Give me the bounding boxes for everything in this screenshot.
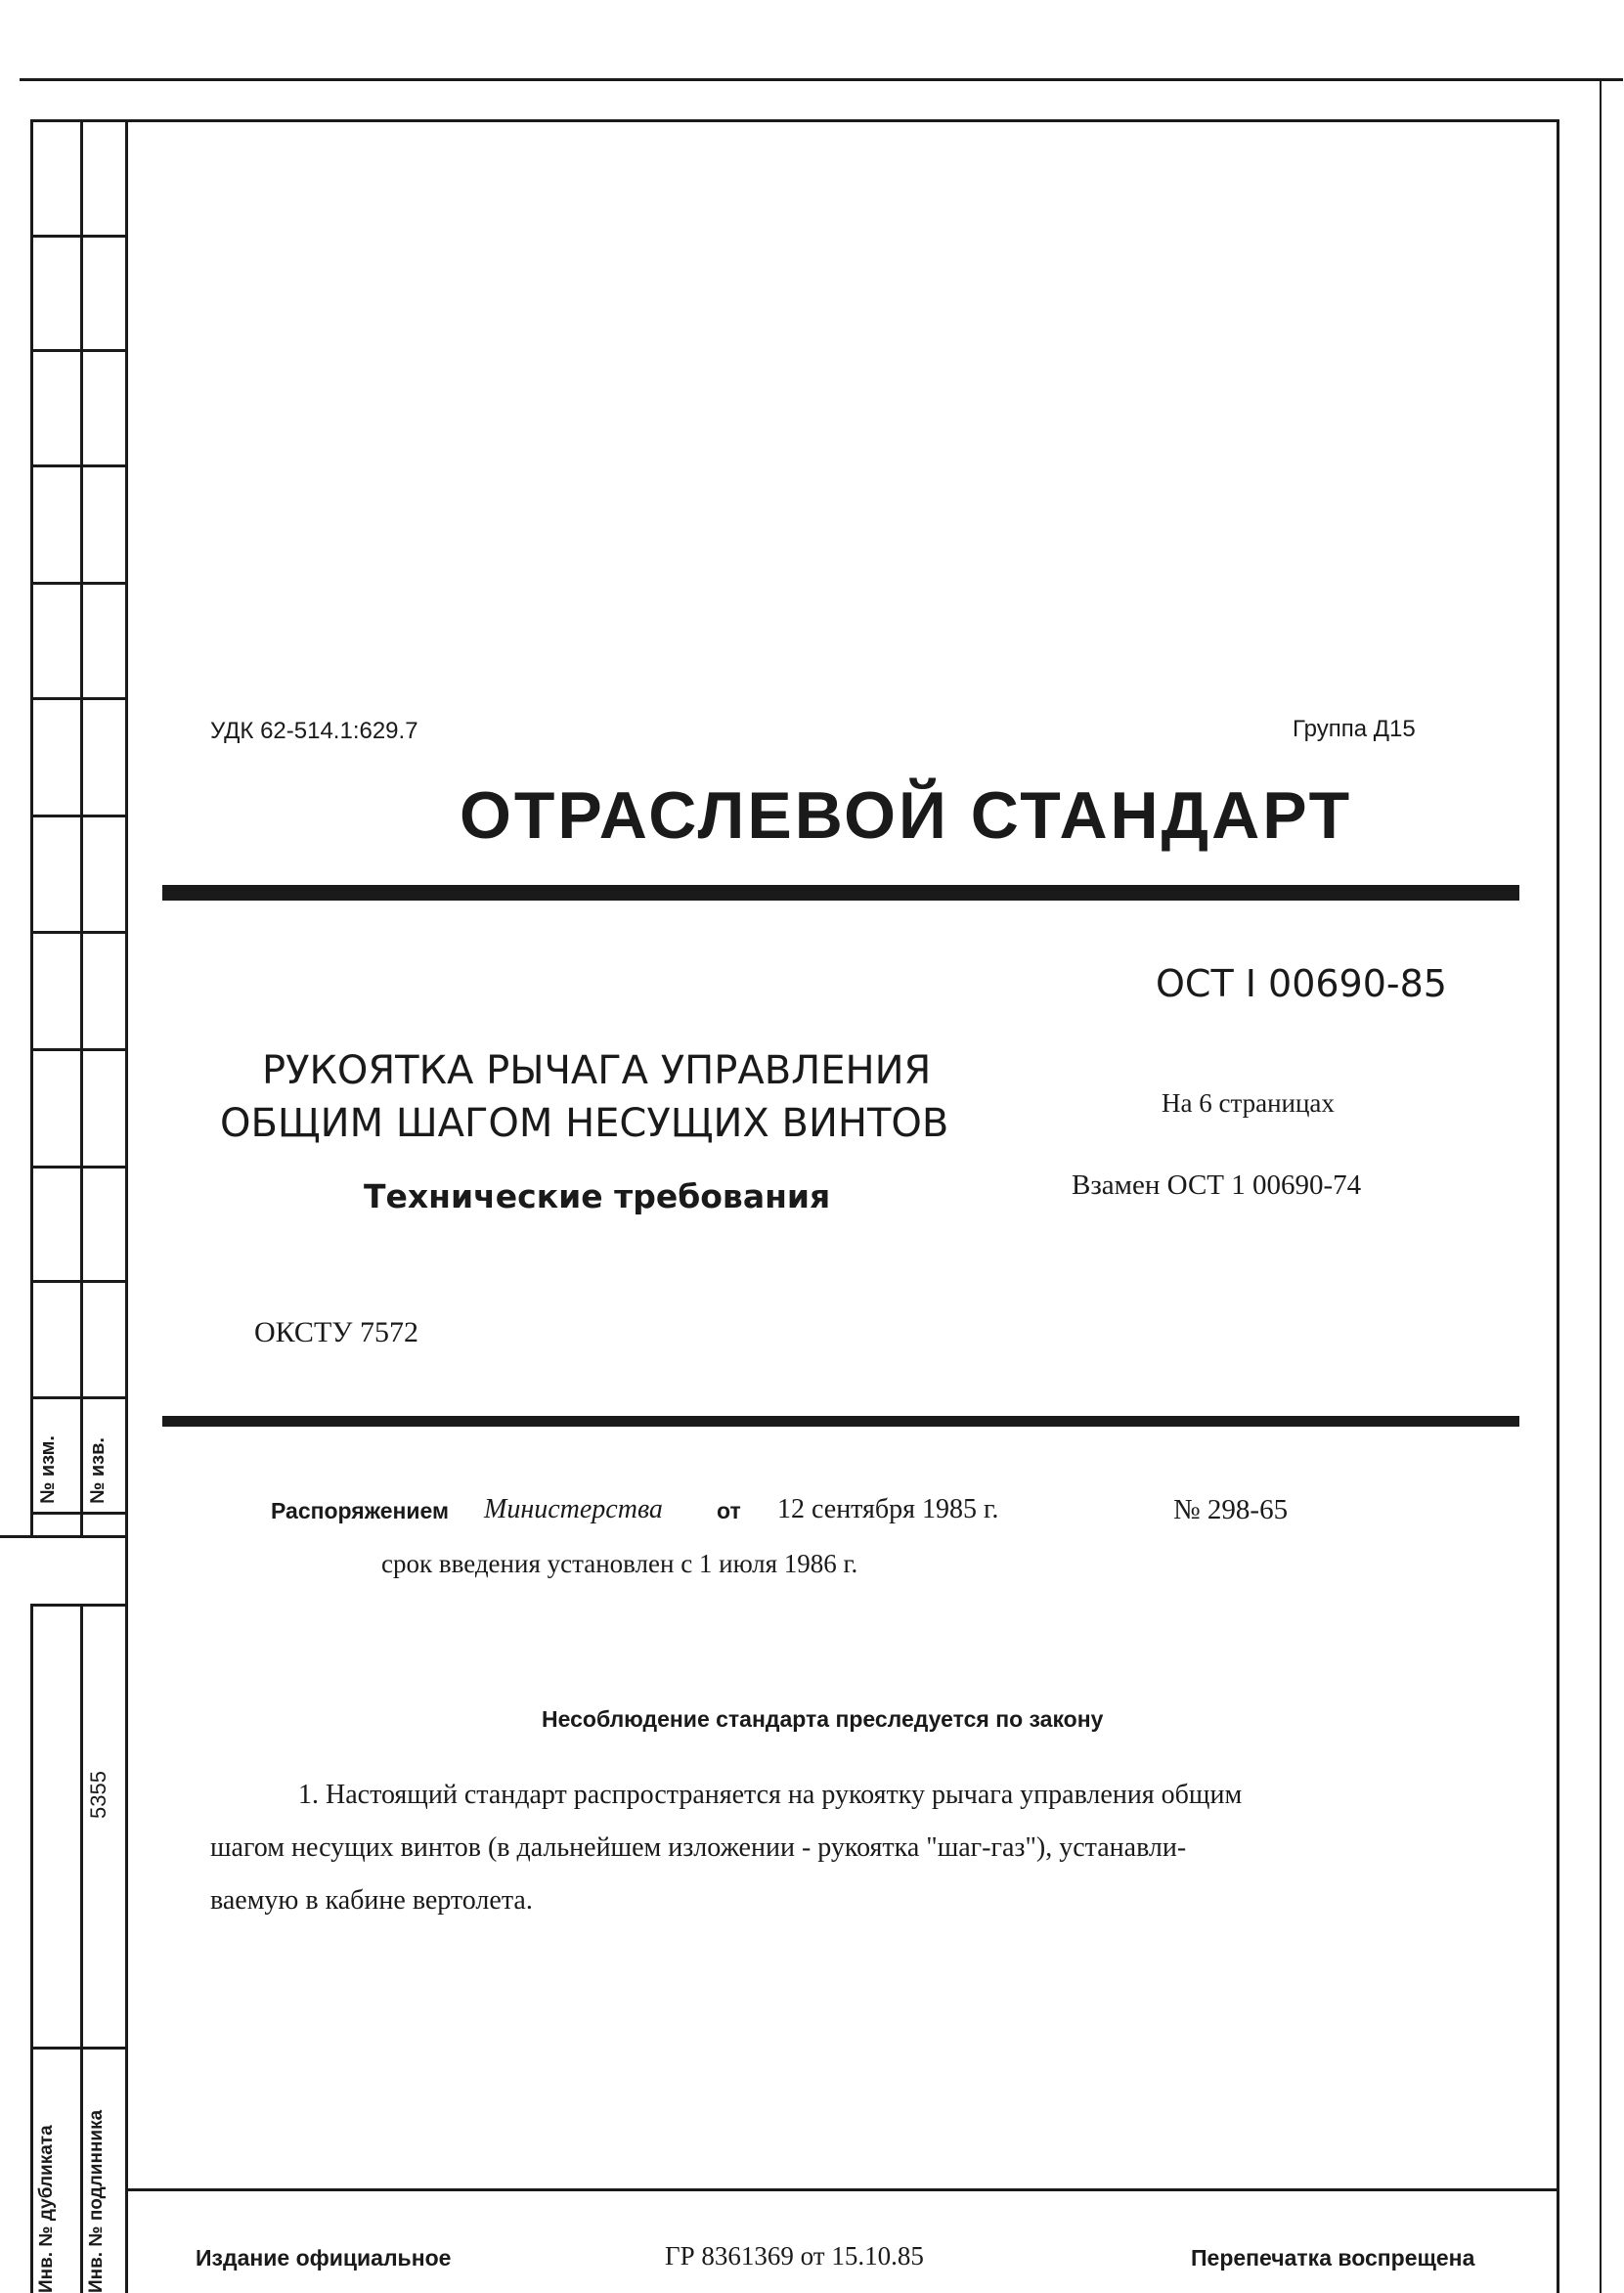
footer-edition: Издание официальное <box>196 2245 452 2271</box>
strip-lower-sep-line <box>30 1604 127 1607</box>
document-type: ОТРАСЛЕВОЙ СТАНДАРТ <box>460 778 1353 853</box>
strip-lower-divider <box>30 2047 127 2050</box>
group-code: Группа Д15 <box>1293 716 1416 742</box>
strip-left-line <box>30 119 33 1535</box>
side-change-no: № изм. <box>37 1435 59 1504</box>
strip-row-divider <box>30 931 127 934</box>
order-from: от <box>717 1498 741 1523</box>
page-count: На 6 страницах <box>1162 1088 1335 1118</box>
strip-row-divider <box>30 1396 127 1399</box>
footer-rule <box>125 2188 1559 2191</box>
side-notice-no: № изв. <box>87 1437 109 1504</box>
strip-row-divider <box>30 1166 127 1169</box>
standard-subtitle: Технические требования <box>364 1177 831 1215</box>
strip-row-divider <box>30 1512 127 1515</box>
footer-registration: ГР 8361369 от 15.10.85 <box>665 2241 924 2271</box>
strip-row-divider <box>30 464 127 467</box>
side-inventory-number: 5355 <box>86 1771 110 1819</box>
standard-designation: ОСТ I 00690-85 <box>1156 962 1447 1005</box>
standard-title-line1: РУКОЯТКА РЫЧАГА УПРАВЛЕНИЯ <box>262 1048 932 1093</box>
strip-row-divider <box>30 815 127 817</box>
effective-date: срок введения установлен с 1 июля 1986 г. <box>381 1549 858 1578</box>
thick-rule-top <box>162 885 1519 901</box>
paragraph-1-line-3: ваемую в кабине вертолета. <box>210 1885 533 1916</box>
frame-right-outer-line <box>1600 80 1602 2293</box>
standard-title-line2: ОБЩИМ ШАГОМ НЕСУЩИХ ВИНТОВ <box>220 1101 949 1146</box>
order-label: Распоряжением <box>271 1498 450 1523</box>
strip-row-divider <box>30 1048 127 1051</box>
strip-row-divider <box>30 349 127 352</box>
udk-code: УДК 62-514.1:629.7 <box>210 718 418 744</box>
strip-right-line <box>125 119 128 2293</box>
strip-lower-left-line <box>30 1604 33 2293</box>
strip-row-divider <box>30 697 127 700</box>
strip-lower-top-line <box>0 1535 127 1538</box>
side-original-label: Инв. № подлинника <box>86 2109 107 2293</box>
frame-right-line <box>1557 119 1559 2293</box>
paragraph-1-line-1: 1. Настоящий стандарт распространяется на рукоятку рычага управления общим <box>298 1780 1243 1810</box>
order-number: № 298-65 <box>1173 1494 1289 1525</box>
order-ministry: Министерства <box>484 1494 663 1524</box>
okstu-code: ОКСТУ 7572 <box>254 1316 419 1348</box>
thick-rule-bottom <box>162 1416 1519 1427</box>
strip-lower-mid-line <box>80 1604 83 2293</box>
strip-row-divider <box>30 1280 127 1283</box>
replaces-standard: Взамен ОСТ 1 00690-74 <box>1072 1169 1362 1201</box>
strip-row-divider <box>30 235 127 238</box>
strip-row-divider <box>30 582 127 585</box>
side-duplicate-label: Инв. № дубликата <box>36 2125 57 2293</box>
frame-top-line <box>20 78 1623 81</box>
strip-top-line <box>30 119 1559 122</box>
strip-mid-line <box>80 119 83 1535</box>
legal-warning: Несоблюдение стандарта преследуется по закону <box>542 1706 1104 1732</box>
order-date: 12 сентября 1985 г. <box>777 1494 999 1524</box>
footer-reprint-notice: Перепечатка воспрещена <box>1191 2245 1475 2271</box>
paragraph-1-line-2: шагом несущих винтов (в дальнейшем изложении - рукоятка "шаг-газ"), устанавли- <box>210 1832 1187 1863</box>
